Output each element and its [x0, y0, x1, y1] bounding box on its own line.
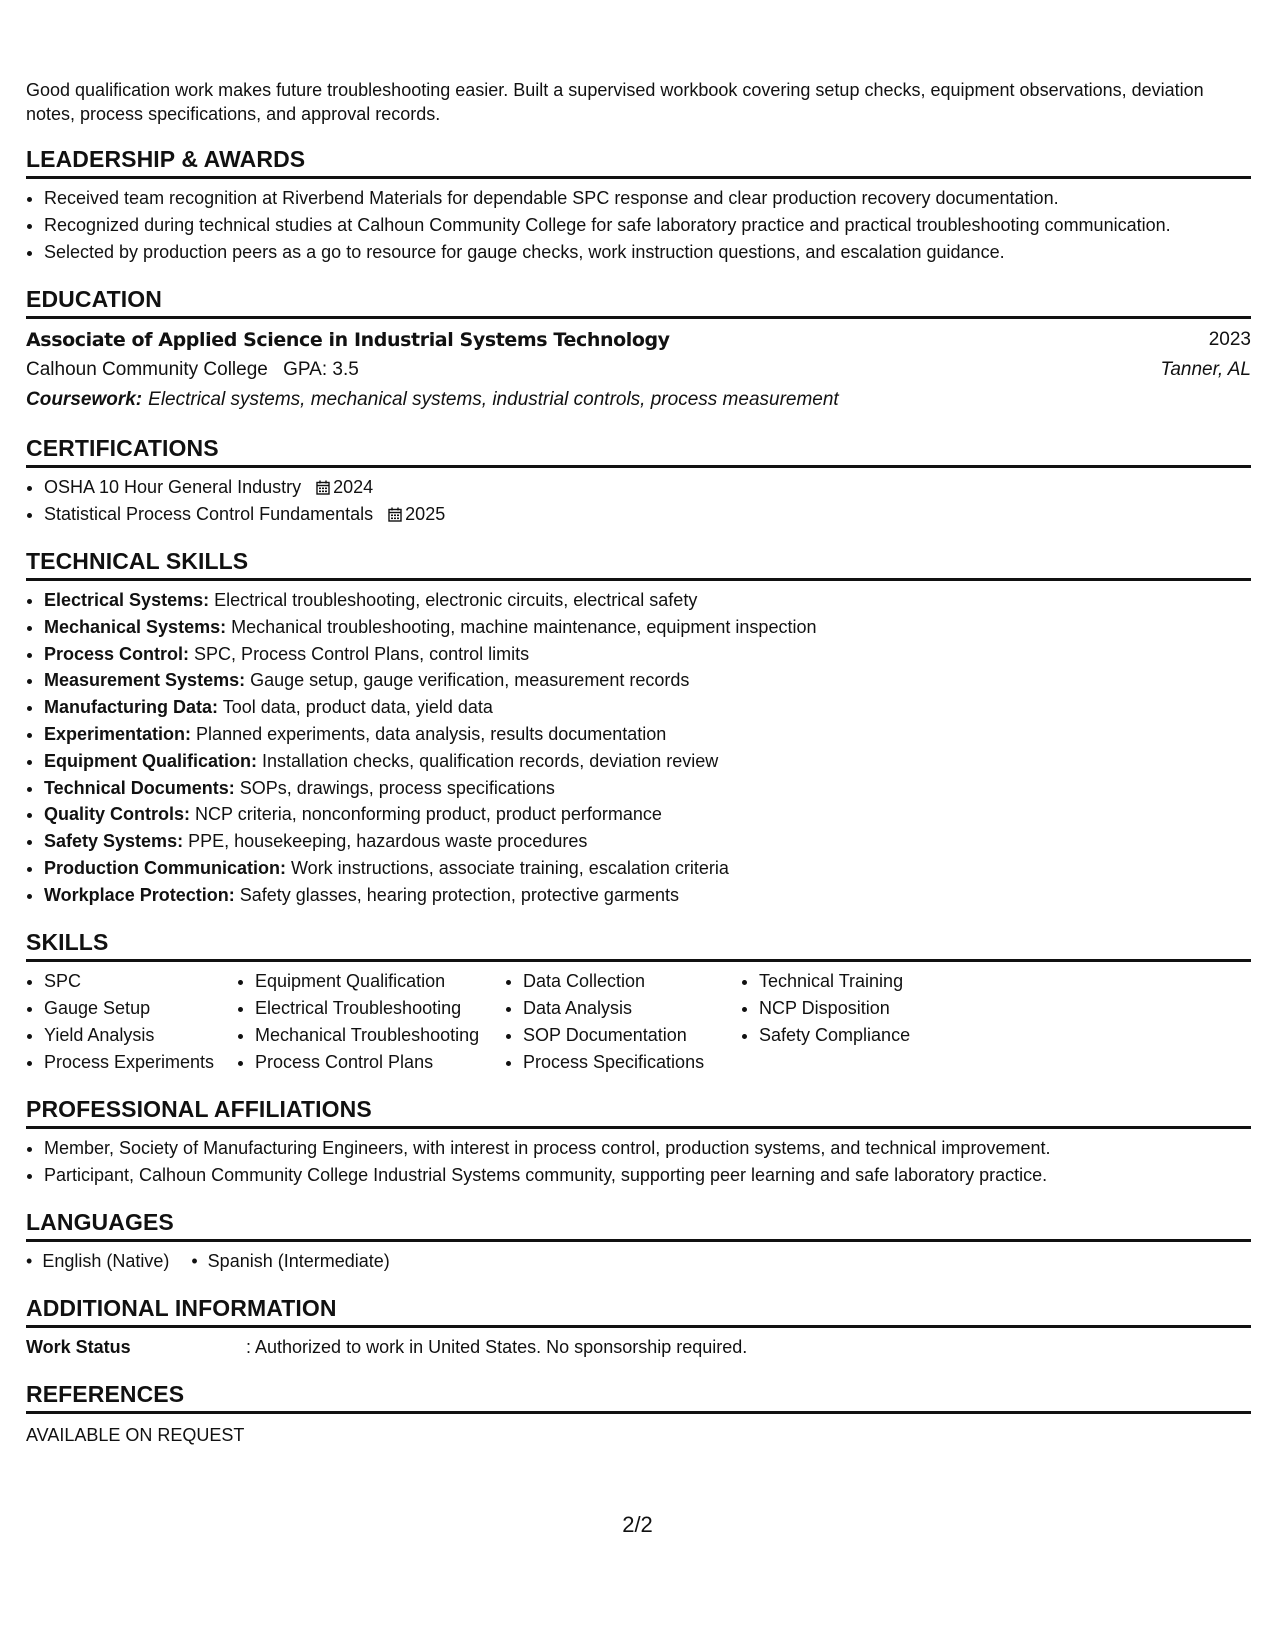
- list-item: [44, 667, 1251, 694]
- references-section: [26, 1379, 1251, 1449]
- calendar-icon: [316, 480, 330, 495]
- certification-name: Statistical Process Control Fundamentals: [44, 504, 374, 524]
- skill-category: Workplace Protection:: [44, 884, 235, 905]
- skill-category: Production Communication:: [44, 857, 286, 878]
- list-item: • Data Collection: [523, 968, 741, 995]
- list-item: • Process Control Plans: [255, 1049, 505, 1076]
- certifications-section: [26, 433, 1251, 528]
- certification-year: 2024: [333, 477, 374, 497]
- skills-column: [237, 968, 505, 1076]
- list-item: [44, 501, 1251, 528]
- calendar-icon: [388, 507, 402, 522]
- skill-detail: SOPs, drawings, process specifications: [239, 777, 555, 798]
- skill-detail: NCP criteria, nonconforming product, product performance: [195, 804, 662, 825]
- section-title-technical-skills: TECHNICAL SKILLS: [26, 546, 1251, 581]
- list-item: • Mechanical Troubleshooting: [255, 1022, 505, 1049]
- skills-section: [26, 927, 1251, 1076]
- school-location: Tanner, AL: [1160, 359, 1251, 380]
- list-item: • SPC: [44, 968, 237, 995]
- skill-detail: PPE, housekeeping, hazardous waste procedures: [188, 831, 588, 852]
- technical-skills-section: [26, 546, 1251, 909]
- list-item: [44, 721, 1251, 748]
- section-title-affiliations: PROFESSIONAL AFFILIATIONS: [26, 1094, 1251, 1129]
- list-item: [44, 748, 1251, 775]
- skill-detail: Tool data, product data, yield data: [222, 697, 493, 718]
- skill-category: Electrical Systems:: [44, 590, 210, 610]
- skill-category: Manufacturing Data:: [44, 697, 219, 718]
- intro-paragraph: Good qualification work makes future troubleshooting easier. Built a supervised workbook covering setup checks, equipment observations, deviation notes, process specifications, and approval records.: [26, 80, 1204, 124]
- list-item: [44, 882, 1251, 909]
- list-item: • Safety Compliance: [759, 1022, 979, 1049]
- certification-year: 2025: [405, 504, 446, 524]
- skill-category: Measurement Systems:: [44, 670, 246, 691]
- skill-category: Safety Systems:: [44, 831, 184, 852]
- language-item: • Spanish (Intermediate): [191, 1248, 389, 1275]
- references-text: AVAILABLE ON REQUEST: [26, 1424, 245, 1445]
- list-item: • Member, Society of Manufacturing Engineers, with interest in process control, production systems, and technical improvement.: [44, 1135, 1251, 1162]
- list-item: [44, 828, 1251, 855]
- list-item: • Process Specifications: [523, 1049, 741, 1076]
- skill-category: Mechanical Systems:: [44, 616, 227, 637]
- skill-detail: Work instructions, associate training, escalation criteria: [291, 857, 729, 878]
- list-item: [44, 474, 1251, 501]
- list-item: [44, 587, 1251, 614]
- gpa: GPA: 3.5: [283, 359, 359, 380]
- skill-category: Experimentation:: [44, 723, 192, 744]
- list-item: [44, 694, 1251, 721]
- affiliations-section: [26, 1094, 1251, 1189]
- section-title-certifications: CERTIFICATIONS: [26, 433, 1251, 468]
- additional-info-section: [26, 1293, 1251, 1361]
- section-title-references: REFERENCES: [26, 1379, 1251, 1414]
- list-item: • Selected by production peers as a go to resource for gauge checks, work instruction questions, and escalation guidance.: [44, 239, 1251, 266]
- list-item: [44, 801, 1251, 828]
- list-item: • NCP Disposition: [759, 995, 979, 1022]
- graduation-year: 2023: [1208, 329, 1251, 350]
- skills-grid: [26, 968, 1251, 1076]
- list-item: • Gauge Setup: [44, 995, 237, 1022]
- skill-detail: Electrical troubleshooting, electronic circuits, electrical safety: [214, 590, 698, 610]
- list-item: [44, 775, 1251, 802]
- list-item: • Received team recognition at Riverbend Materials for dependable SPC response and clear production recovery documentation.: [44, 185, 1251, 212]
- certifications-list: [26, 474, 1251, 528]
- degree-title: Associate of Applied Science in Industrial Systems Technology: [26, 329, 670, 351]
- leadership-section: [26, 144, 1251, 266]
- list-item: • Data Analysis: [523, 995, 741, 1022]
- list-item: • Participant, Calhoun Community College Industrial Systems community, supporting peer learning and safe laboratory practice.: [44, 1162, 1251, 1189]
- page-number: 2/2: [622, 1512, 653, 1537]
- skill-detail: Installation checks, qualification records, deviation review: [262, 750, 719, 771]
- list-item: • Yield Analysis: [44, 1022, 237, 1049]
- section-title-leadership: LEADERSHIP & AWARDS: [26, 144, 1251, 179]
- section-title-additional-info: ADDITIONAL INFORMATION: [26, 1293, 1251, 1328]
- skill-detail: Mechanical troubleshooting, machine maintenance, equipment inspection: [231, 616, 817, 637]
- list-item: • SOP Documentation: [523, 1022, 741, 1049]
- education-section: [26, 284, 1251, 415]
- languages-section: [26, 1207, 1251, 1275]
- skill-category: Process Control:: [44, 643, 190, 664]
- section-title-languages: LANGUAGES: [26, 1207, 1251, 1242]
- section-title-skills: SKILLS: [26, 927, 1251, 962]
- work-status-value: : Authorized to work in United States. No sponsorship required.: [246, 1336, 748, 1357]
- list-item: • Process Experiments: [44, 1049, 237, 1076]
- skills-column: [26, 968, 237, 1076]
- affiliations-list: [26, 1135, 1251, 1189]
- list-item: [44, 641, 1251, 668]
- skills-column: [505, 968, 741, 1076]
- coursework-label: Coursework:: [26, 389, 143, 410]
- skill-detail: SPC, Process Control Plans, control limits: [194, 643, 530, 664]
- coursework-text: Electrical systems, mechanical systems, industrial controls, process measurement: [148, 389, 839, 410]
- skill-category: Quality Controls:: [44, 804, 191, 825]
- certification-name: OSHA 10 Hour General Industry: [44, 477, 302, 497]
- section-title-education: EDUCATION: [26, 284, 1251, 319]
- skill-detail: Planned experiments, data analysis, results documentation: [196, 723, 667, 744]
- skill-category: Technical Documents:: [44, 777, 235, 798]
- resume-page: [26, 78, 1251, 1449]
- leadership-list: [26, 185, 1251, 266]
- list-item: [44, 855, 1251, 882]
- list-item: • Recognized during technical studies at Calhoun Community College for safe laboratory practice and practical troubleshooting communication.: [44, 212, 1251, 239]
- skill-detail: Gauge setup, gauge verification, measurement records: [250, 670, 690, 691]
- list-item: • Technical Training: [759, 968, 979, 995]
- school-name: Calhoun Community College: [26, 359, 268, 380]
- list-item: • Equipment Qualification: [255, 968, 505, 995]
- skill-category: Equipment Qualification:: [44, 750, 258, 771]
- skills-column: [741, 968, 979, 1076]
- skill-detail: Safety glasses, hearing protection, protective garments: [239, 884, 679, 905]
- technical-skills-list: [26, 587, 1251, 909]
- languages-list: [26, 1248, 1251, 1275]
- language-item: • English (Native): [26, 1248, 169, 1275]
- work-status-label: Work Status: [26, 1336, 131, 1357]
- list-item: [44, 614, 1251, 641]
- work-status-row: [26, 1334, 1251, 1361]
- list-item: • Electrical Troubleshooting: [255, 995, 505, 1022]
